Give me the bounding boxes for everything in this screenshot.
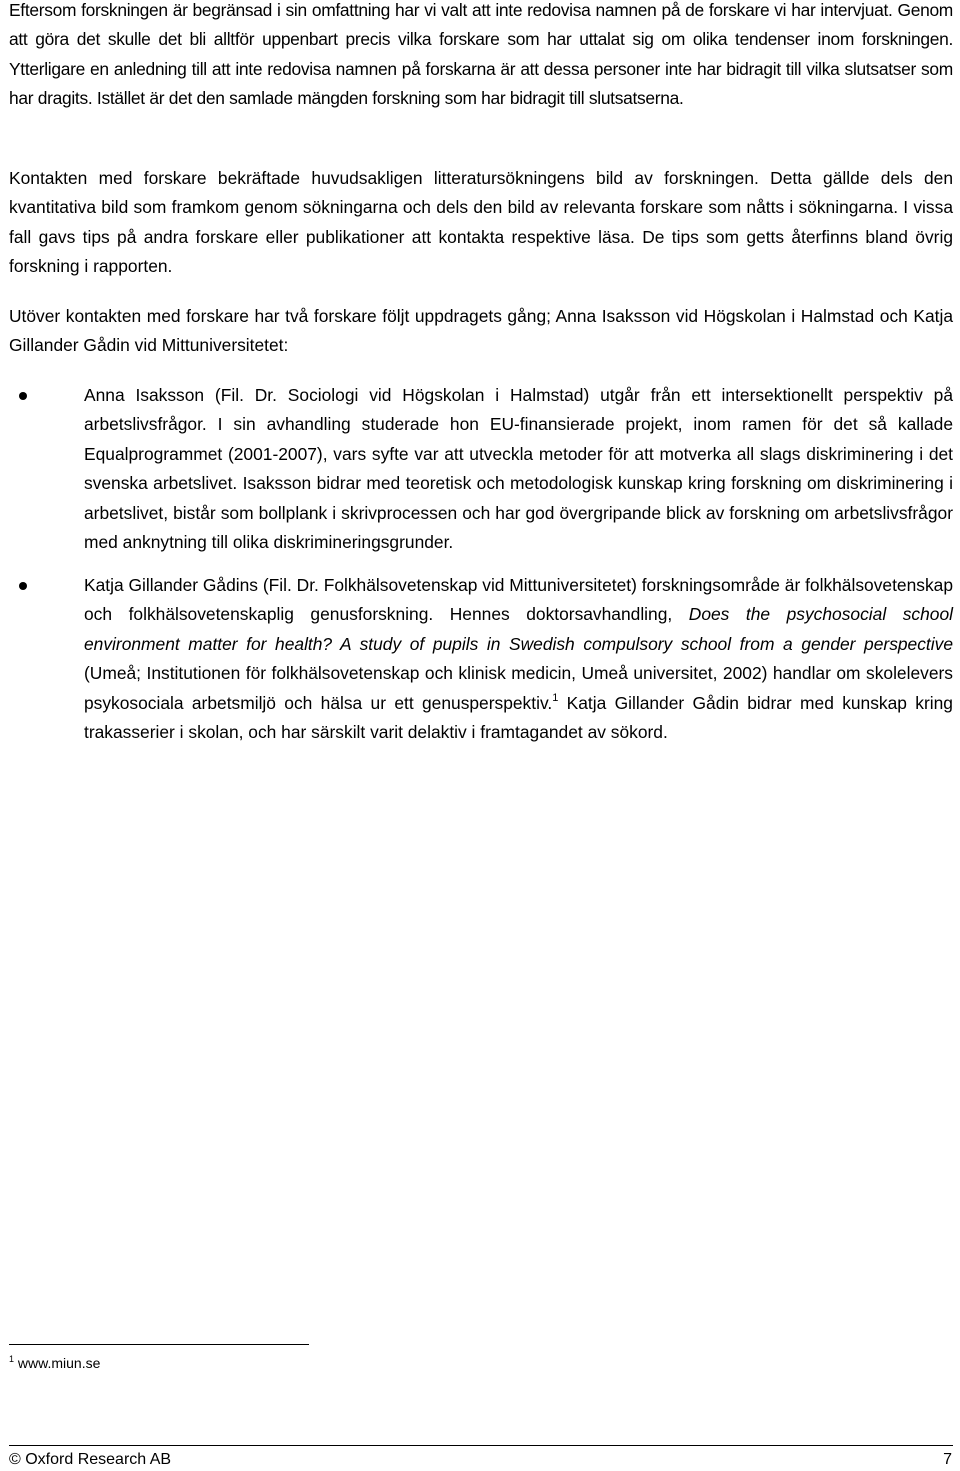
paragraph-anonymity-rest: Ytterligare en anledning till att inte redovisa namnen på forskarna är att dessa personer inte har bidragit till vilka slutsatser som har dragits. Istället är det den samlade mängden forskning som har bidragit till slutsatserna. [9,58,953,109]
paragraph-followers: Utöver kontakten med forskare har två forskare följt uppdragets gång; Anna Isaksson vid Högskolan i Halmstad och Katja Gillander Gådin vid Mittuniversitetet: [9,306,953,356]
paragraph-researcher-contact: Kontakten med forskare bekräftade huvudsakligen litteratursökningens bild av forskningen. Detta gällde dels den kvantitativa bild som framkom genom sökningarna och dels den bild av relevanta forskare som nåtts i sökningarna. I vissa fall gavs tips på andra forskare eller publikationer att kontakta respektive läsa. De tips som getts återfinns bland övrig forskning i rapporten. [9,168,953,277]
footnote-number: 1 [9,1354,15,1364]
footnote-reference[interactable]: 1 [552,691,559,704]
bullet-icon [19,392,27,400]
footnote [9,1355,100,1371]
bullet-icon [19,582,27,590]
bullet-katja-end: Katja Gillander Gådin bidrar med kunskap kring trakasserier i skolan, och har särskilt varit delaktiv i framtagandet av sökord. [84,692,953,743]
bullet-katja-gillander-gadin [84,571,953,747]
footnote-text: www.miun.se [14,1355,101,1371]
footnote-divider [9,1344,309,1345]
bullet-anna-isaksson: Anna Isaksson (Fil. Dr. Sociologi vid Högskolan i Halmstad) utgår från ett intersektionellt perspektiv på arbetslivsfrågor. I sin avhandling studerade hon EU-finansierade projekt, inom ramen för det så kallade Equalprogrammet (2001-2007), vars syfte var att utveckla metoder för att motverka all slags diskriminering i det svenska arbetslivet. Isaksson bidrar med teoretisk och metodologisk kunskap kring forskning om diskriminering i arbetslivet, bistår som bollplank i skrivprocessen och har god övergripande blick av forskning om arbetslivsfrågor med anknytning till olika diskrimineringsgrunder. [84,385,953,553]
footer-copyright: © Oxford Research AB [9,1451,172,1468]
paragraph-anonymity [9,0,953,114]
page-number: 7 [943,1451,952,1468]
footer-divider [9,1445,953,1446]
thesis-title: Does the psychosocial school environment matter for health? A study of pupils in Swedish compulsory school from a gender perspective [84,604,953,654]
paragraph-anonymity-intro: Eftersom forskningen är begränsad i sin omfattning har vi valt att inte redovisa namnen på de forskare vi har intervjuat. Genom att göra det skulle det bli alltför uppenbart precis vilka forskare som har uttalat sig om olika tendenser inom forskningen. [9,0,953,50]
bullet-katja-start: Katja Gillander Gådins (Fil. Dr. Folkhälsovetenskap vid Mittuniversitetet) forskningsområde är folkhälsovetenskap och folkhälsovetenskaplig genusforskning. Hennes doktorsavhandling, [84,575,953,625]
bullet-katja-mid: (Umeå; Institutionen för folkhälsovetenskap och klinisk medicin, Umeå universitet, 2002) handlar om skolelevers psykosociala arbetsmiljö och hälsa ur ett genusperspektiv. [84,663,953,713]
